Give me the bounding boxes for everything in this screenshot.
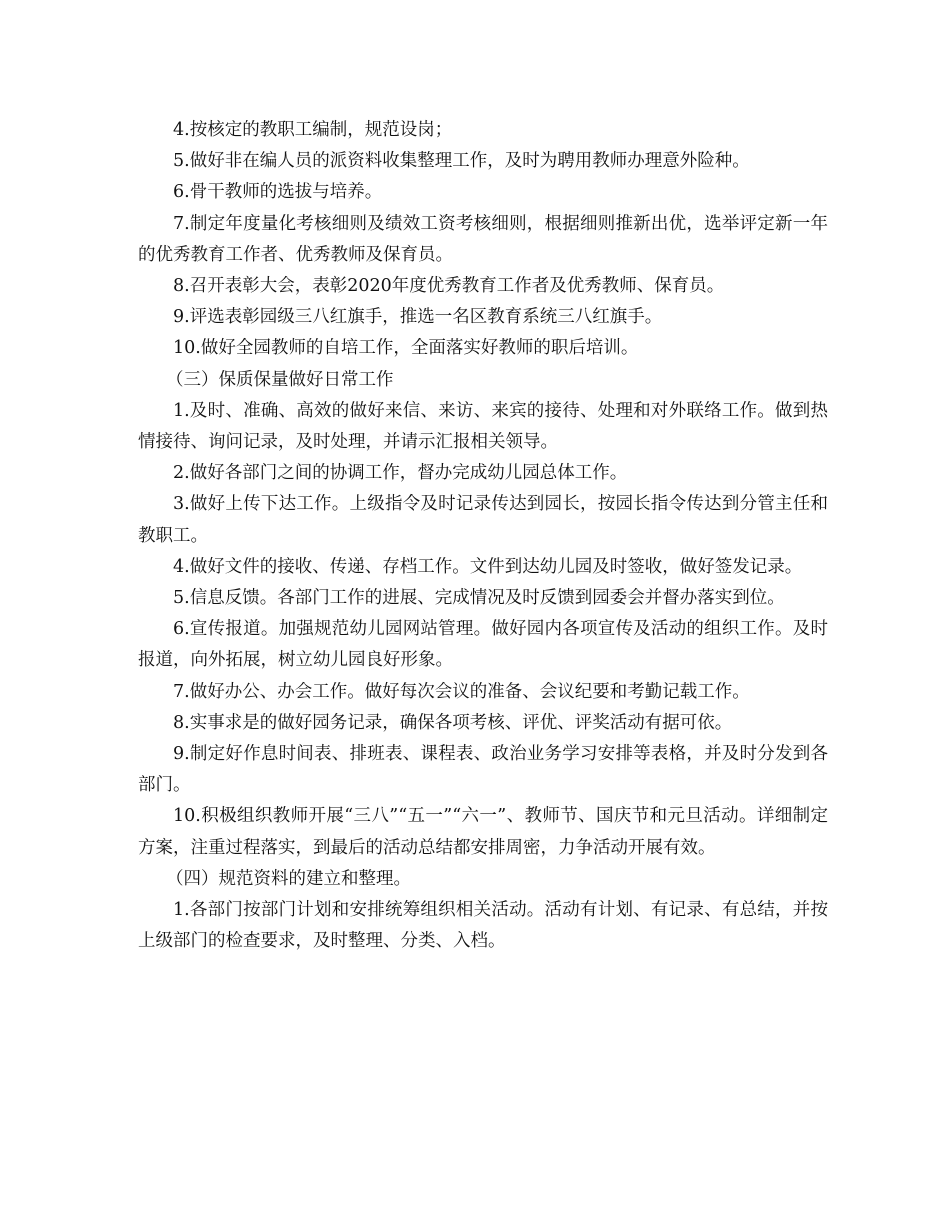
paragraph-daily-8: 8.实事求是的做好园务记录，确保各项考核、评优、评奖活动有据可依。 bbox=[173, 712, 733, 733]
paragraph-item-10: 10.做好全园教师的自培工作，全面落实好教师的职后培训。 bbox=[173, 338, 639, 359]
paragraph-daily-9: 9.制定好作息时间表、排班表、课程表、政治业务学习安排等表格，并及时分发到各部门。 bbox=[138, 744, 828, 796]
paragraph-daily-10: 10.积极组织教师开展“三八”“五一”“六一”、教师节、国庆节和元旦活动。详细制定方案，注重过程落实，到最后的活动总结都安排周密，力争活动开展有效。 bbox=[138, 806, 828, 858]
paragraph-daily-7: 7.做好办公、办会工作。做好每次会议的准备、会议纪要和考勤记载工作。 bbox=[173, 681, 750, 702]
paragraph-item-8: 8.召开表彰大会，表彰2020年度优秀教育工作者及优秀教师、保育员。 bbox=[173, 276, 725, 297]
paragraph-daily-2: 2.做好各部门之间的协调工作，督办完成幼儿园总体工作。 bbox=[173, 463, 628, 484]
paragraph-daily-1: 1.及时、准确、高效的做好来信、来访、来宾的接待、处理和对外联络工作。做到热情接待、询问记录，及时处理，并请示汇报相关领导。 bbox=[138, 400, 828, 453]
section-heading-3: （三）保质保量做好日常工作 bbox=[166, 369, 394, 390]
paragraph-item-7: 7.制定年度量化考核细则及绩效工资考核细则，根据细则推新出优，选举评定新一年的优秀教育工作者、优秀教师及保育员。 bbox=[138, 213, 828, 265]
section-heading-4: （四）规范资料的建立和整理。 bbox=[166, 868, 411, 889]
paragraph-item-6: 6.骨干教师的选拔与培养。 bbox=[173, 182, 383, 203]
paragraph-daily-4: 4.做好文件的接收、传递、存档工作。文件到达幼儿园及时签收，做好签发记录。 bbox=[173, 556, 803, 577]
paragraph-item-9: 9.评选表彰园级三八红旗手，推选一名区教育系统三八红旗手。 bbox=[173, 307, 663, 328]
paragraph-daily-6: 6.宣传报道。加强规范幼儿园网站管理。做好园内各项宣传及活动的组织工作。及时报道，向外拓展，树立幼儿园良好形象。 bbox=[138, 619, 828, 671]
paragraph-records-1: 1.各部门按部门计划和安排统筹组织相关活动。活动有计划、有记录、有总结，并按上级部门的检查要求，及时整理、分类、入档。 bbox=[138, 900, 828, 952]
paragraph-item-5: 5.做好非在编人员的派资料收集整理工作，及时为聘用教师办理意外险种。 bbox=[173, 151, 750, 172]
paragraph-daily-3: 3.做好上传下达工作。上级指令及时记录传达到园长，按园长指令传达到分管主任和教职工。 bbox=[138, 494, 828, 546]
paragraph-daily-5: 5.信息反馈。各部门工作的进展、完成情况及时反馈到园委会并督办落实到位。 bbox=[173, 588, 785, 609]
paragraph-item-4: 4.按核定的教职工编制，规范设岗； bbox=[173, 120, 453, 140]
document-body bbox=[138, 115, 828, 957]
